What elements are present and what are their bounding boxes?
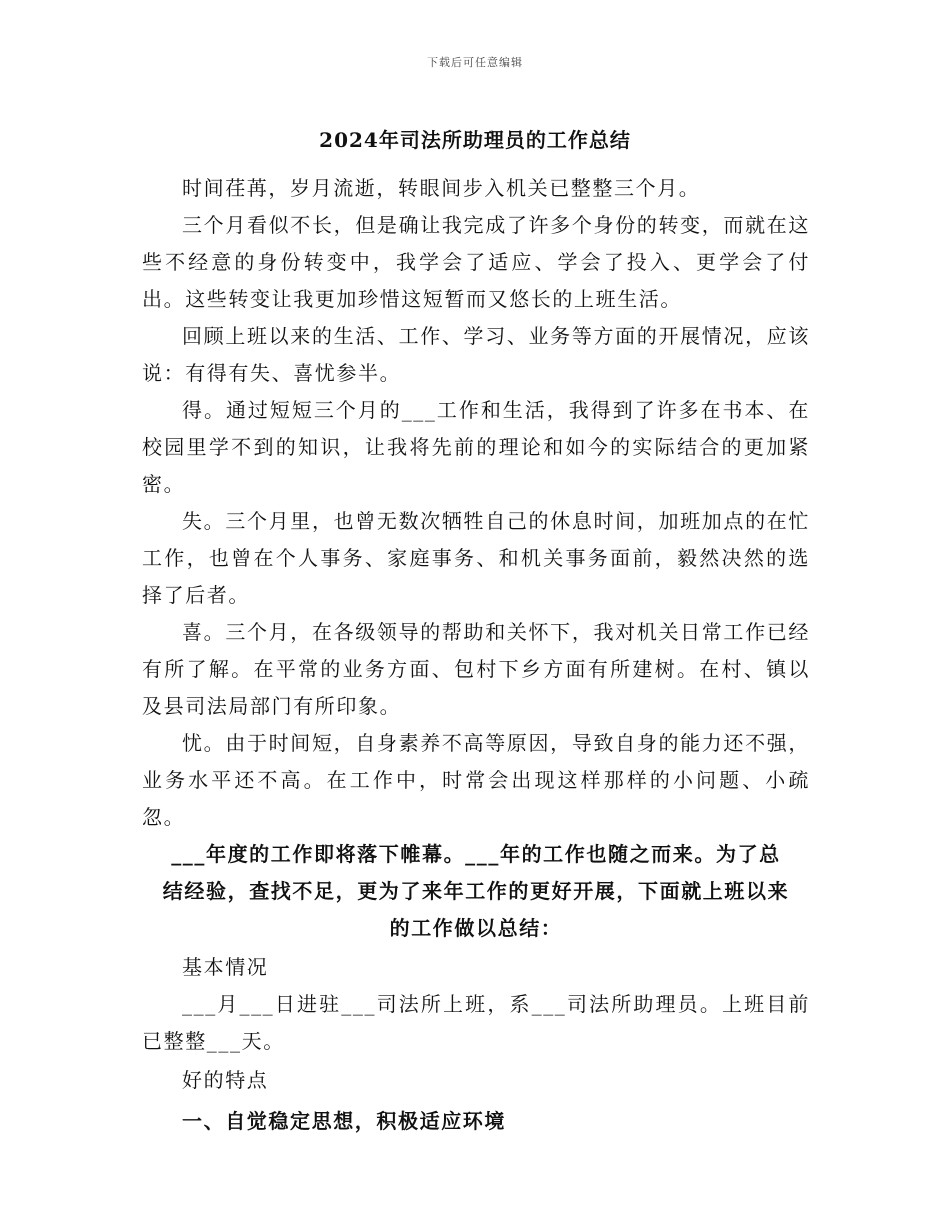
paragraph-worry: 忧。由于时间短，自身素养不高等原因，导致自身的能力还不强，业务水平还不高。在工作中，时常会出现这样那样的小问题、小疏忽。	[142, 731, 810, 829]
paragraph-joy: 喜。三个月，在各级领导的帮助和关怀下，我对机关日常工作已经有所了解。在平常的业务方面、包村下乡方面有所建树。在村、镇以及县司法局部门有所印象。	[142, 620, 810, 718]
document-title: 2024年司法所助理员的工作总结	[319, 128, 631, 152]
heading-one: 一、自觉稳定思想，积极适应环境	[182, 1109, 506, 1133]
section-good-heading: 好的特点	[182, 1068, 269, 1092]
paragraph-loss: 失。三个月里，也曾无数次牺牲自己的休息时间，加班加点的在忙工作，也曾在个人事务、家庭事务、和机关事务面前，毅然决然的选择了后者。	[142, 509, 810, 607]
paragraph-review: 回顾上班以来的生活、工作、学习、业务等方面的开展情况，应该说：有得有失、喜忧参半。	[142, 324, 810, 385]
paragraph-transformation: 三个月看似不长，但是确让我完成了许多个身份的转变，而就在这些不经意的身份转变中，我学会了适应、学会了投入、更学会了付出。这些转变让我更加珍惜这短暂而又悠长的上班生活。	[142, 213, 810, 311]
section-basic-heading: 基本情况	[182, 955, 269, 979]
paragraph-gain: 得。通过短短三个月的___工作和生活，我得到了许多在书本、在校园里学不到的知识，让我将先前的理论和如今的实际结合的更加紧密。	[142, 398, 810, 496]
bold-intro-paragraph: ___年度的工作即将落下帷幕。___年的工作也随之而来。为了总结经验，查找不足，更为了来年工作的更好开展，下面就上班以来的工作做以总结：	[162, 842, 790, 940]
paragraph-opening: 时间荏苒，岁月流逝，转眼间步入机关已整整三个月。	[182, 176, 701, 200]
document-body	[142, 170, 810, 1140]
paragraph-basic-info: ___月___日进驻___司法所上班，系___司法所助理员。上班目前已整整___天。	[142, 992, 810, 1053]
page-header-note: 下载后可任意编辑	[427, 56, 523, 69]
